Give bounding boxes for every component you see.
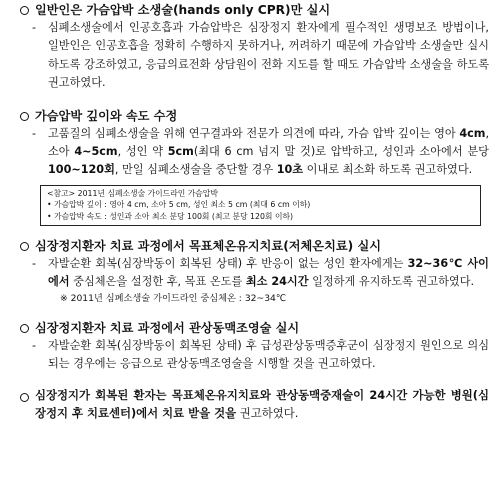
section-coronary-angiography xyxy=(20,320,489,374)
reference-line-rate: • 가슴압박 속도 : 성인과 소아 최소 분당 100회 (최고 분당 120회 이하) xyxy=(47,211,294,221)
section-targeted-temperature-management xyxy=(20,238,489,306)
section-heading xyxy=(20,2,489,19)
dash-bullet: - xyxy=(32,338,37,352)
section-heading xyxy=(20,386,489,423)
circle-bullet-icon xyxy=(20,6,29,15)
footnote: ※ 2011년 심폐소생술 가이드라인 중심체온 : 32~34℃ xyxy=(60,292,287,304)
heading-text: 일반인은 가슴압박 소생술(hands only CPR)만 실시 xyxy=(35,3,331,17)
item-text: 고품질의 심폐소생술을 위해 연구결과와 전문가 의견에 따라, 가슴 압박 깊이는 영아 4cm, 소아 4~5cm, 성인 약 5cm(최대 6 cm 넘지 말 것)로 압박하고, 성인과 소아에서 분당 100~120회, 만일 심폐소생술을 중단할 경우 10초 이내로 최소화 하도록 권고하였다. xyxy=(48,126,489,177)
section-compression-depth-rate xyxy=(20,108,489,226)
circle-bullet-icon xyxy=(20,242,29,251)
item-text: 자발순환 회복(심장박동이 회복된 상태) 후 급성관상동맥증후군이 심장정지 원인으로 의심되는 경우에는 응급으로 관상동맥조영술을 시행할 것을 권고하였다. xyxy=(48,338,489,371)
section-heading xyxy=(20,108,489,125)
circle-bullet-icon xyxy=(20,324,29,333)
circle-bullet-icon xyxy=(20,393,29,402)
reference-title: <참고> 2011년 심폐소생술 가이드라인 가슴압박 xyxy=(47,188,218,198)
dash-bullet: - xyxy=(32,126,37,140)
item-text: 자발순환 회복(심장박동이 회복된 상태) 후 반응이 없는 성인 환자에게는 32~36℃ 사이에서 중심체온을 설정한 후, 목표 온도를 최소 24시간 일정하게 유지하도록 권고하였다. xyxy=(48,257,489,289)
list-item xyxy=(20,19,489,93)
dash-bullet: - xyxy=(32,21,37,34)
section-heading xyxy=(20,320,489,337)
heading-text: 심장정지환자 치료 과정에서 목표체온유지치료(저체온치료) 실시 xyxy=(35,239,381,254)
reference-box xyxy=(40,185,481,226)
heading-text: 심장정지환자 치료 과정에서 관상동맥조영술 실시 xyxy=(35,320,300,335)
section-post-arrest-care-center xyxy=(20,386,489,423)
dash-bullet: - xyxy=(32,257,37,271)
item-text: 심폐소생술에서 인공호흡과 가슴압박은 심장정지 환자에게 필수적인 생명보조 방법이나, 일반인은 인공호흡을 정확히 수행하지 못하거나, 꺼려하기 때문에 가슴압박 소생술만 실시하도록 강조하였고, 응급의료전화 상담원이 전화 지도를 할 때도 가슴압박 소생술을 하도록 권고하였다. xyxy=(48,21,489,90)
list-item xyxy=(20,337,489,374)
circle-bullet-icon xyxy=(20,112,29,121)
section-heading xyxy=(20,238,489,255)
list-item xyxy=(20,125,489,180)
heading-text: 가슴압박 깊이와 속도 수정 xyxy=(35,108,178,123)
section-hands-only-cpr xyxy=(20,2,489,93)
heading-text: 심장정지가 회복된 환자는 목표체온유지치료와 관상동맥중재술이 24시간 가능한 병원(심장정지 후 치료센터)에서 치료 받을 것을 권고하였다. xyxy=(35,387,489,421)
list-item xyxy=(20,255,489,292)
reference-line-depth: • 가슴압박 깊이 : 영아 4 cm, 소아 5 cm, 성인 최소 5 cm (최대 6 cm 이하) xyxy=(47,200,311,210)
